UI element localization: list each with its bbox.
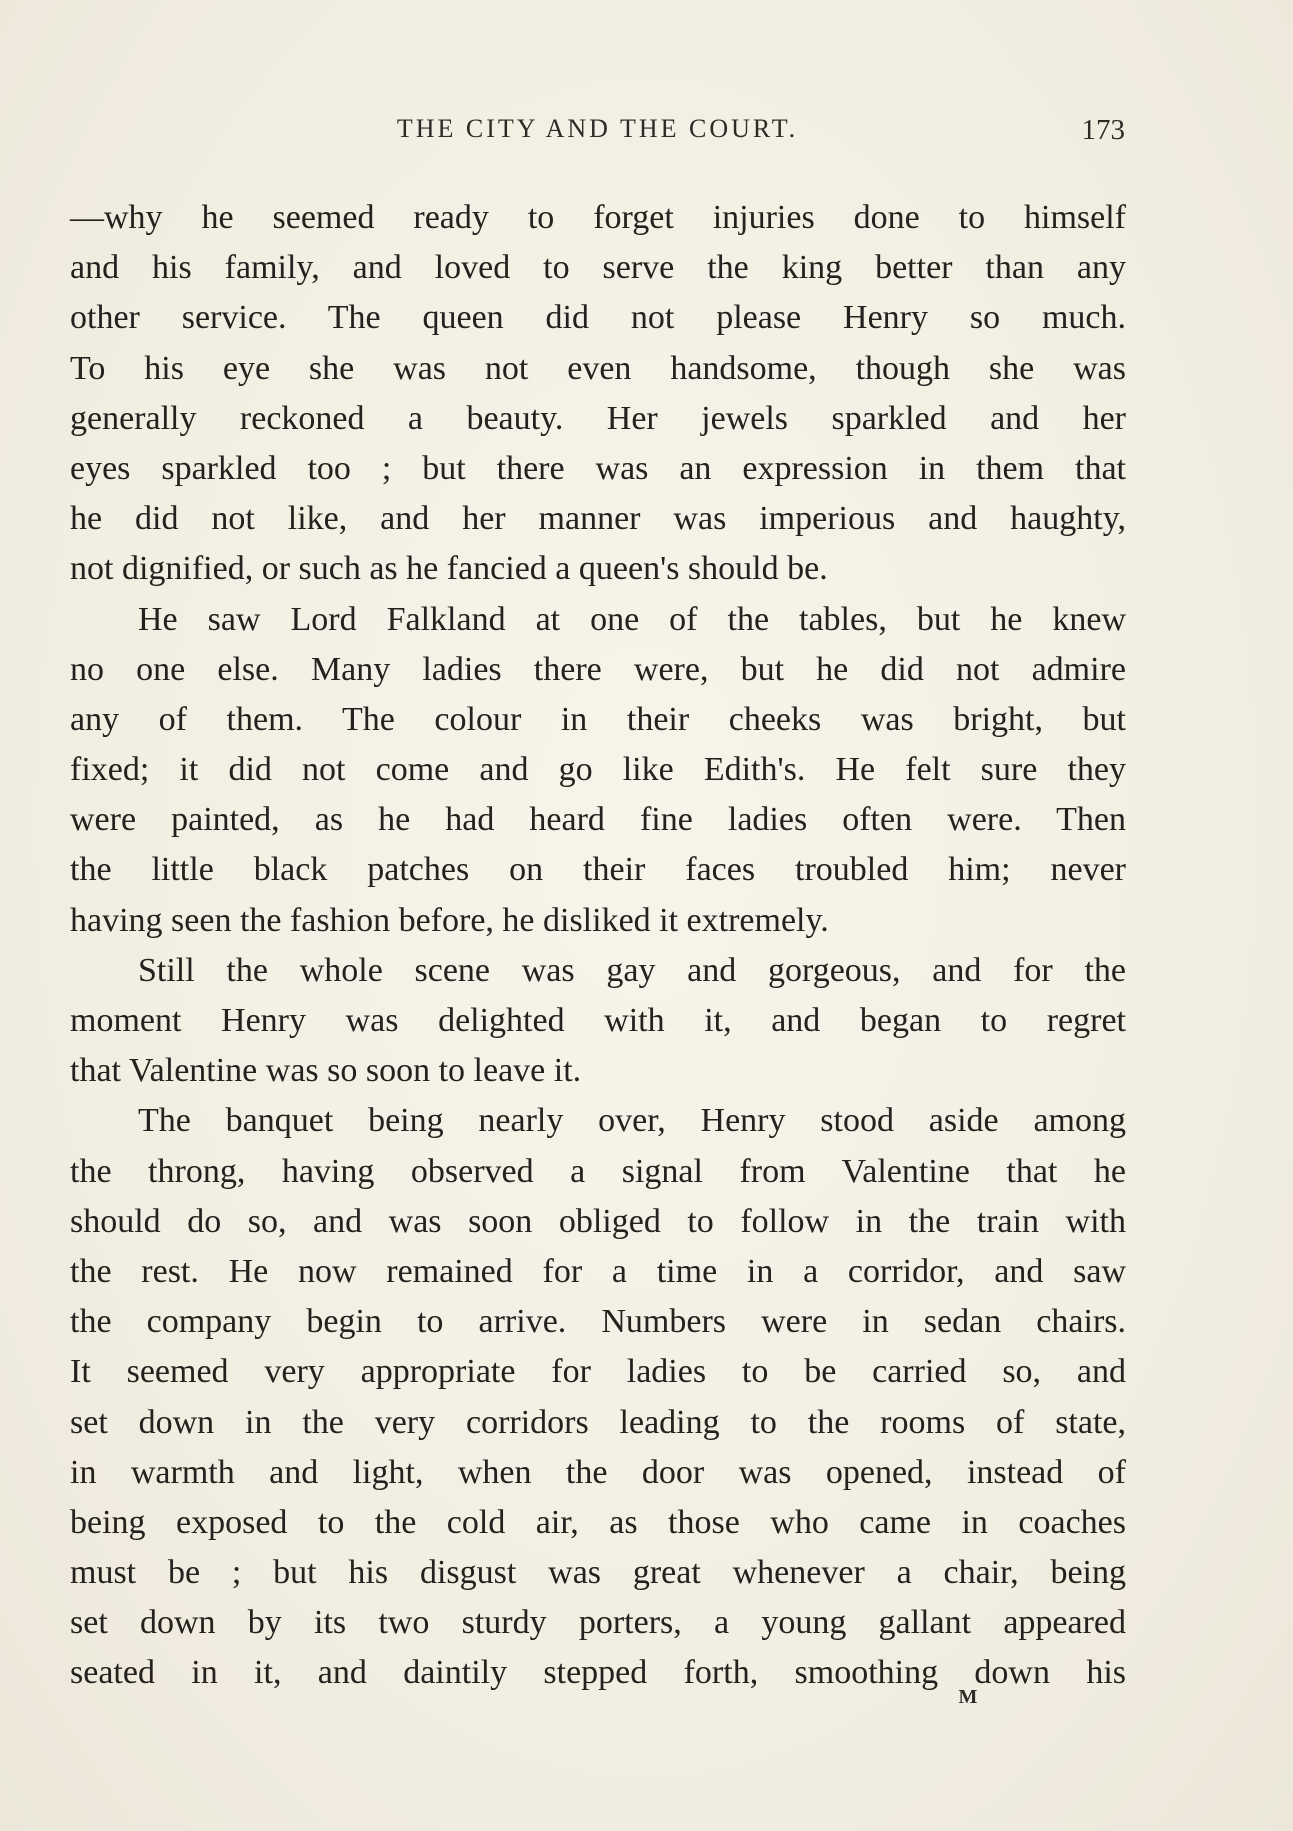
text-line: having seen the fashion before, he disliked it extremely. <box>70 901 829 939</box>
text-line: he did not like, and her manner was imperious and haughty, <box>70 500 1126 538</box>
text-line: other service. The queen did not please Henry so much. <box>70 299 1126 337</box>
text-line: no one else. Many ladies there were, but he did not admire <box>70 650 1126 688</box>
text-line: set down in the very corridors leading to the rooms of state, <box>70 1403 1126 1441</box>
text-line: the throng, having observed a signal from Valentine that he <box>70 1152 1126 1190</box>
text-line: seated in it, and daintily stepped forth, smoothing down his <box>70 1654 1126 1692</box>
running-head <box>70 114 1125 150</box>
text-line: It seemed very appropriate for ladies to be carried so, and <box>70 1353 1126 1391</box>
text-line: any of them. The colour in their cheeks was bright, but <box>70 700 1126 738</box>
text-line: the company begin to arrive. Numbers were in sedan chairs. <box>70 1303 1126 1341</box>
text-line: eyes sparkled too ; but there was an expression in them that <box>70 449 1126 487</box>
text-line: that Valentine was so soon to leave it. <box>70 1052 582 1090</box>
text-line: and his family, and loved to serve the king better than any <box>70 249 1126 287</box>
text-line: in warmth and light, when the door was opened, instead of <box>70 1453 1126 1491</box>
page-number: 173 <box>1081 114 1125 146</box>
text-line: the little black patches on their faces troubled him; never <box>70 851 1126 889</box>
text-line: must be ; but his disgust was great whenever a chair, being <box>70 1554 1126 1592</box>
text-line: being exposed to the cold air, as those who came in coaches <box>70 1503 1126 1541</box>
text-line: —why he seemed ready to forget injuries done to himself <box>70 199 1126 236</box>
text-line: moment Henry was delighted with it, and began to regret <box>70 1002 1126 1039</box>
text-line: set down by its two sturdy porters, a young gallant appeared <box>70 1604 1126 1642</box>
running-title: THE CITY AND THE COURT. <box>396 114 799 143</box>
text-line: To his eye she was not even handsome, though she was <box>70 349 1126 387</box>
paragraph-start-line: Still the whole scene was gay and gorgeous, and for the <box>138 951 1126 989</box>
text-line: were painted, as he had heard fine ladies often were. Then <box>70 801 1126 839</box>
text-line: the rest. He now remained for a time in a corridor, and saw <box>70 1252 1126 1290</box>
signature-mark: M <box>958 1686 978 1708</box>
body-text <box>70 193 1126 1699</box>
text-line: not dignified, or such as he fancied a queen's should be. <box>70 550 828 588</box>
paragraph-start-line: The banquet being nearly over, Henry stood aside among <box>138 1102 1126 1140</box>
text-line: generally reckoned a beauty. Her jewels sparkled and her <box>70 399 1126 437</box>
paragraph-start-line: He saw Lord Falkland at one of the tables, but he knew <box>138 600 1126 638</box>
text-line: should do so, and was soon obliged to follow in the train with <box>70 1202 1126 1240</box>
text-line: fixed; it did not come and go like Edith's. He felt sure they <box>70 751 1126 789</box>
